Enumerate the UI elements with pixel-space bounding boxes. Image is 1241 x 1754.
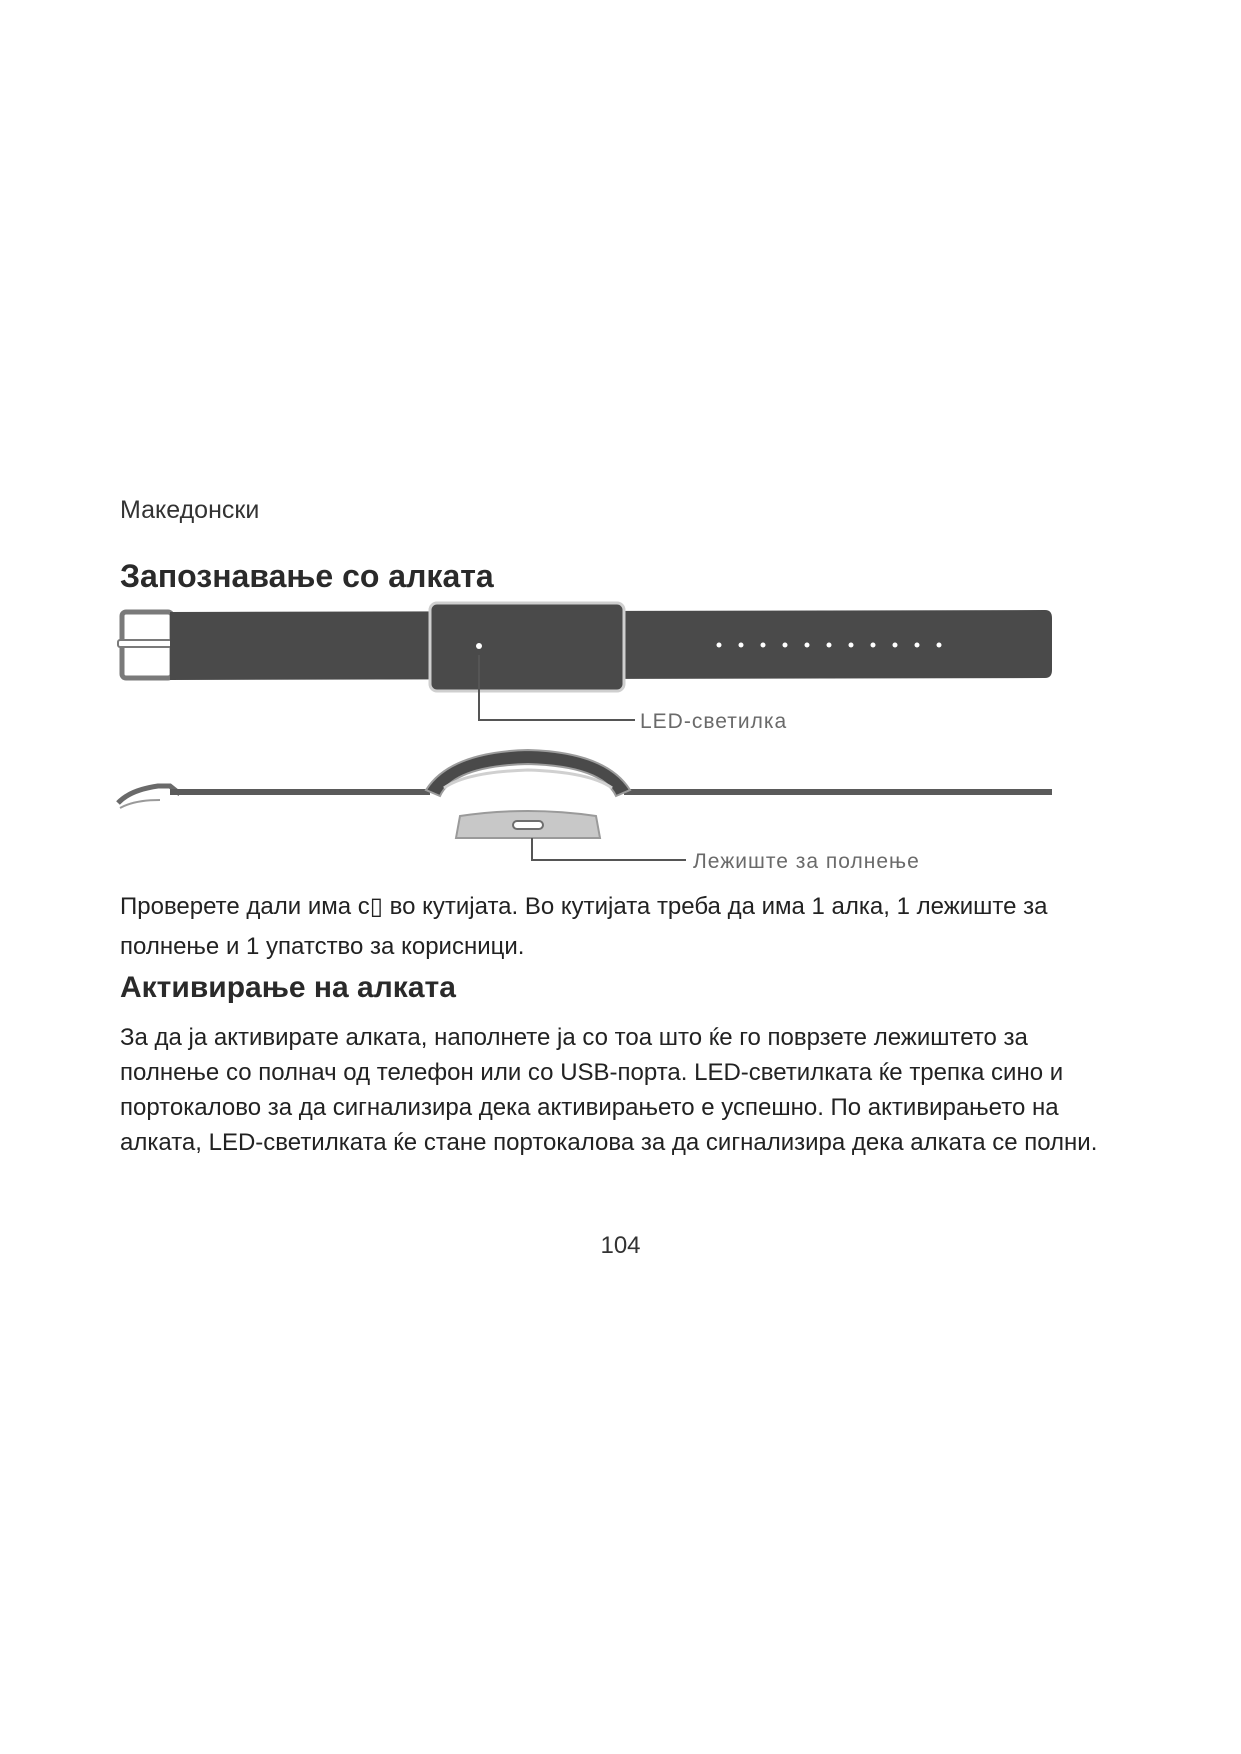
tracker-module [430, 603, 624, 691]
cradle-callout-line [532, 838, 686, 860]
language-label: Македонски [120, 496, 260, 524]
section-title-getting-to-know: Запознавање со алката [120, 558, 494, 594]
charging-cradle [456, 811, 600, 838]
page-number: 104 [600, 1232, 641, 1259]
activation-paragraph: За да ја активирате алката, наполнете ја со тоа што ќе го поврзете лежиштето за полнење со полнач од телефон или со USB-порта. LED-светилката ќе трепка сино и портокалово за да сигнализира дека активирањето е успешно. По активирањето на алката, LED-светилката ќе стане портокалова за да сигнализира дека алката се полни. [120, 1024, 1098, 1156]
band-illustration [110, 600, 1060, 890]
led-label: LED-светилка [640, 710, 788, 733]
led-dot [476, 643, 482, 649]
section-title-activation: Активирање на алката [120, 971, 456, 1004]
band-side-view [118, 750, 1052, 808]
cradle-label: Лежиште за полнење [693, 850, 920, 873]
box-contents-paragraph: Проверете дали има с▯ во кутијата. Во кутијата треба да има 1 алка, 1 лежиште за полнење и 1 упатство за корисници. [120, 893, 1048, 960]
